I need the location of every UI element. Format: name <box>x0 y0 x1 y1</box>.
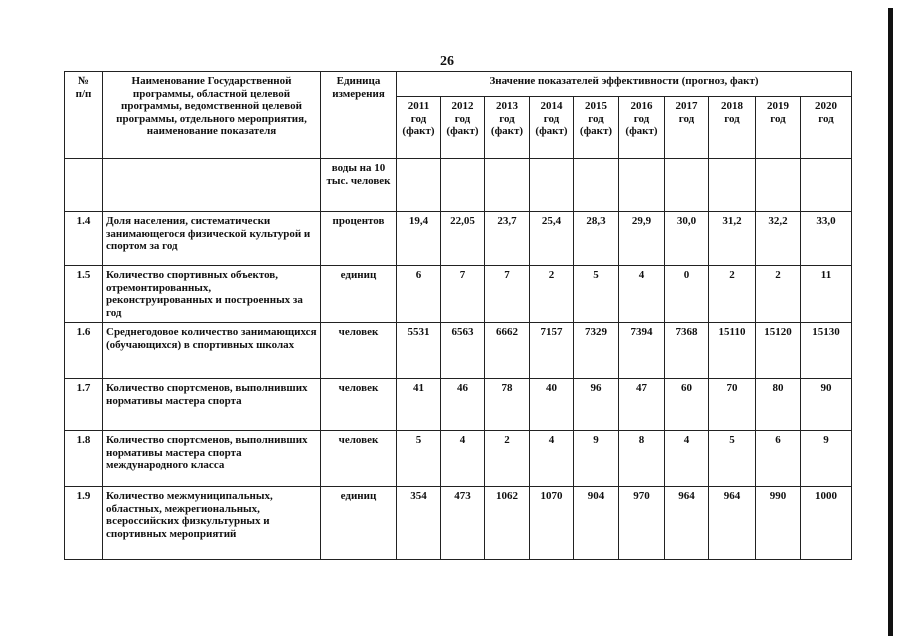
value-cell: 11 <box>801 266 852 323</box>
header-year-line: 2016 <box>630 100 653 112</box>
cont-cell-value <box>756 159 801 212</box>
header-no <box>65 72 103 159</box>
value-cell: 28,3 <box>574 212 619 266</box>
value-cell: 1062 <box>485 487 530 560</box>
value-cell: 7368 <box>665 323 709 379</box>
value-cell: 2 <box>709 266 756 323</box>
row-number: 1.8 <box>65 431 103 487</box>
cont-cell-value <box>485 159 530 212</box>
indicator-name: Количество спортивных объектов, отремонтированных, реконструированных и построенных за год <box>103 266 321 323</box>
value-cell: 15120 <box>756 323 801 379</box>
header-year-line: год <box>770 112 786 125</box>
row-number: 1.9 <box>65 487 103 560</box>
indicator-name: Среднегодовое количество занимающихся (обучающихся) в спортивных школах <box>103 323 321 379</box>
header-year-line: 2017 <box>675 100 698 112</box>
header-year-cell <box>397 97 441 159</box>
header-year-cell <box>665 97 709 159</box>
cont-cell-value <box>397 159 441 212</box>
value-cell: 2 <box>756 266 801 323</box>
value-cell: 904 <box>574 487 619 560</box>
value-cell: 30,0 <box>665 212 709 266</box>
cont-cell-value <box>441 159 485 212</box>
header-year-line: год <box>543 112 560 125</box>
value-cell: 473 <box>441 487 485 560</box>
header-year-cell <box>709 97 756 159</box>
unit-of-measure: человек <box>321 431 397 487</box>
table-body <box>65 159 852 560</box>
cont-cell-value <box>665 159 709 212</box>
header-values: Значение показателей эффективности (прогноз, факт) <box>397 72 852 97</box>
header-year-line: 2012 <box>451 100 474 112</box>
indicator-name: Количество спортсменов, выполнивших нормативы мастера спорта международного класса <box>103 431 321 487</box>
value-cell: 29,9 <box>619 212 665 266</box>
value-cell: 9 <box>574 431 619 487</box>
value-cell: 4 <box>530 431 574 487</box>
value-cell: 4 <box>619 266 665 323</box>
header-year-line: год <box>499 112 515 125</box>
table-row <box>65 431 852 487</box>
value-cell: 990 <box>756 487 801 560</box>
value-cell: 354 <box>397 487 441 560</box>
value-cell: 96 <box>574 379 619 431</box>
value-cell: 80 <box>756 379 801 431</box>
value-cell: 5 <box>709 431 756 487</box>
header-year-line: год <box>588 112 604 125</box>
value-cell: 5531 <box>397 323 441 379</box>
cont-cell-value <box>801 159 852 212</box>
value-cell: 6662 <box>485 323 530 379</box>
value-cell: 6 <box>756 431 801 487</box>
header-year-cell <box>485 97 530 159</box>
value-cell: 7157 <box>530 323 574 379</box>
value-cell: 15130 <box>801 323 852 379</box>
value-cell: 40 <box>530 379 574 431</box>
cont-cell-name <box>103 159 321 212</box>
header-unit <box>321 72 397 159</box>
value-cell: 46 <box>441 379 485 431</box>
table-row <box>65 379 852 431</box>
header-year-line: 2020 <box>815 100 837 112</box>
value-cell: 22,05 <box>441 212 485 266</box>
unit-of-measure: человек <box>321 323 397 379</box>
value-cell: 8 <box>619 431 665 487</box>
value-cell: 15110 <box>709 323 756 379</box>
table-row <box>65 323 852 379</box>
table-row <box>65 212 852 266</box>
header-year-cell <box>574 97 619 159</box>
header-year-line: (факт) <box>625 125 658 137</box>
header-year-line: 2019 <box>767 100 789 112</box>
value-cell: 7 <box>441 266 485 323</box>
value-cell: 25,4 <box>530 212 574 266</box>
value-cell: 964 <box>709 487 756 560</box>
cont-cell-value <box>709 159 756 212</box>
header-year-line: (факт) <box>490 125 524 137</box>
header-year-line: год <box>678 112 695 125</box>
value-cell: 90 <box>801 379 852 431</box>
value-cell: 1000 <box>801 487 852 560</box>
unit-of-measure: человек <box>321 379 397 431</box>
header-year-line: (факт) <box>402 125 435 137</box>
value-cell: 0 <box>665 266 709 323</box>
page-edge-bar <box>888 8 893 636</box>
header-year-line: 2015 <box>585 100 607 112</box>
value-cell: 6563 <box>441 323 485 379</box>
unit-of-measure: единиц <box>321 266 397 323</box>
header-year-line: 2018 <box>721 100 743 112</box>
value-cell: 964 <box>665 487 709 560</box>
header-year-line: год <box>724 112 740 125</box>
value-cell: 970 <box>619 487 665 560</box>
value-cell: 70 <box>709 379 756 431</box>
value-cell: 7 <box>485 266 530 323</box>
header-unit-line2: измерения <box>332 87 385 100</box>
row-number: 1.6 <box>65 323 103 379</box>
header-name: Наименование Государственной программы, областной целевой программы, ведомственной целевой программы, отдельного мероприятия, наименование показателя <box>103 72 321 159</box>
row-number: 1.4 <box>65 212 103 266</box>
value-cell: 47 <box>619 379 665 431</box>
value-cell: 23,7 <box>485 212 530 266</box>
indicators-table <box>64 71 852 560</box>
indicator-name: Количество спортсменов, выполнивших нормативы мастера спорта <box>103 379 321 431</box>
value-cell: 32,2 <box>756 212 801 266</box>
table-row <box>65 266 852 323</box>
row-number: 1.7 <box>65 379 103 431</box>
value-cell: 2 <box>485 431 530 487</box>
value-cell: 1070 <box>530 487 574 560</box>
continuation-row <box>65 159 852 212</box>
indicator-name: Количество межмуниципальных, областных, межрегиональных, всероссийских физкультурных и спортивных мероприятий <box>103 487 321 560</box>
value-cell: 9 <box>801 431 852 487</box>
header-year-line: (факт) <box>446 125 479 137</box>
value-cell: 60 <box>665 379 709 431</box>
value-cell: 33,0 <box>801 212 852 266</box>
cont-cell-no <box>65 159 103 212</box>
header-year-line: год <box>454 112 471 125</box>
value-cell: 7329 <box>574 323 619 379</box>
value-cell: 5 <box>397 431 441 487</box>
header-no-line2: п/п <box>75 87 92 100</box>
value-cell: 78 <box>485 379 530 431</box>
header-year-line: 2011 <box>407 100 430 112</box>
header-year-line: год <box>633 112 650 125</box>
value-cell: 41 <box>397 379 441 431</box>
header-year-cell <box>530 97 574 159</box>
header-year-line: (факт) <box>579 125 613 137</box>
row-number: 1.5 <box>65 266 103 323</box>
indicator-name: Доля населения, систематически занимающегося физической культурой и спортом за год <box>103 212 321 266</box>
value-cell: 7394 <box>619 323 665 379</box>
cont-cell-value <box>619 159 665 212</box>
value-cell: 19,4 <box>397 212 441 266</box>
header-unit-line1: Единица <box>336 75 381 87</box>
header-year-cell <box>619 97 665 159</box>
cont-cell-value <box>574 159 619 212</box>
value-cell: 4 <box>665 431 709 487</box>
value-cell: 5 <box>574 266 619 323</box>
table-row <box>65 487 852 560</box>
cont-cell-unit: воды на 10 тыс. человек <box>321 159 397 212</box>
header-year-line: 2013 <box>496 100 518 112</box>
header-year-line: год <box>410 112 427 125</box>
header-year-line: год <box>818 112 834 125</box>
value-cell: 31,2 <box>709 212 756 266</box>
header-year-line: (факт) <box>535 125 568 137</box>
header-no-line1: № <box>77 75 90 87</box>
value-cell: 2 <box>530 266 574 323</box>
page-number: 26 <box>440 54 454 69</box>
header-year-cell <box>441 97 485 159</box>
cont-cell-value <box>530 159 574 212</box>
header-row-1 <box>65 72 852 97</box>
value-cell: 6 <box>397 266 441 323</box>
unit-of-measure: процентов <box>321 212 397 266</box>
unit-of-measure: единиц <box>321 487 397 560</box>
value-cell: 4 <box>441 431 485 487</box>
header-year-cell <box>801 97 852 159</box>
header-year-line: 2014 <box>540 100 563 112</box>
header-year-cell <box>756 97 801 159</box>
